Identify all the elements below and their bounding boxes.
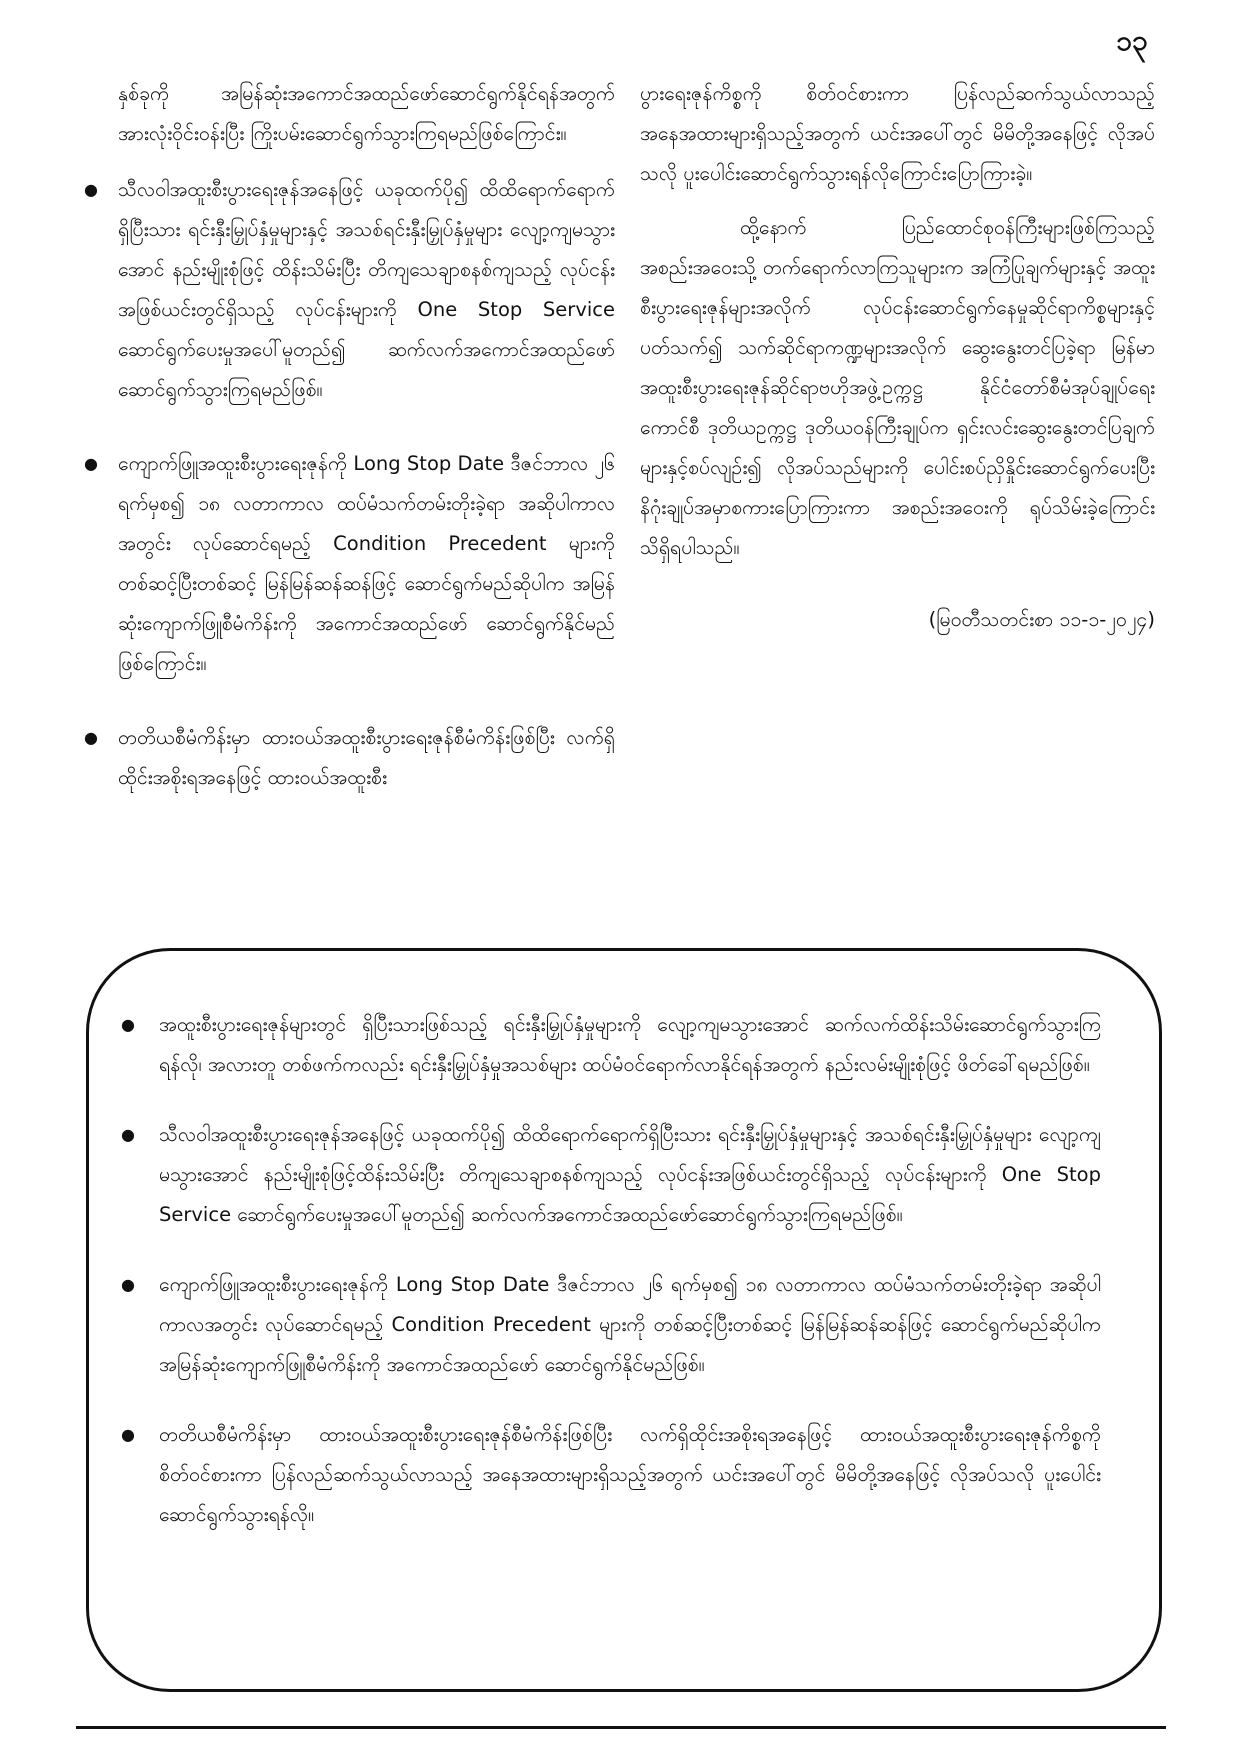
body-paragraph: ထို့နောက် ပြည်ထောင်စုဝန်ကြီးများဖြစ်ကြသည့် အစည်းအဝေးသို့ တက်ရောက်လာကြသူများက အကြံပြုချက်များနှင့် အထူးစီးပွားရေးဇုန်များအလိုက် လုပ်ငန်းဆောင်ရွက်နေမှုဆိုင်ရာကိစ္စများနှင့်ပတ်သက်၍ သက်ဆိုင်ရာကဏ္ဍများအလိုက် ဆွေးနွေးတင်ပြခဲ့ရာ မြန်မာအထူးစီးပွားရေးဇုန်ဆိုင်ရာဗဟိုအဖွဲ့ဥက္ကဋ္ဌ နိုင်ငံတော်စီမံအုပ်ချုပ်ရေးကောင်စီ ဒုတိယဥက္ကဋ္ဌ ဒုတိယဝန်ကြီးချုပ်က ရှင်းလင်းဆွေးနွေးတင်ပြချက်များနှင့်စပ်လျဉ်း၍ လိုအပ်သည်များကို ပေါင်းစပ်ညှိနှိုင်းဆောင်ရွက်ပေးပြီး နိဂုံးချုပ်အမှာစကားပြောကြားကာ အစည်းအဝေးကို ရုပ်သိမ်းခဲ့ကြောင်း သိရှိရပါသည်။: [640, 216, 1155, 559]
list-item: ● တတိယစီမံကိန်းမှာ ထားဝယ်အထူးစီးပွားရေးဇုန်စီမံကိန်းဖြစ်ပြီး လက်ရှိထိုင်းအစိုးရအနေဖြင့် ထားဝယ်အထူးစီး: [118, 718, 615, 798]
list-item: ● သီလဝါအထူးစီးပွားရေးဇုန်အနေဖြင့် ယခုထက်ပို၍ ထိထိရောက်ရောက် ရှိပြီးသား ရင်းနှီးမြှုပ်နှံမှုများနှင့် အသစ်ရင်းနှီးမြှုပ်နှံမှုများ လျော့ကျမသွားအောင် နည်းမျိုးစုံဖြင့် ထိန်းသိမ်းပြီး တိကျသေချာစနစ်ကျသည့် လုပ်ငန်းအဖြစ်ယင်းတွင်ရှိသည့် လုပ်ငန်းများကို One Stop Service ဆောင်ရွက်ပေးမှုအပေါ်မူတည်၍ ဆက်လက်အကောင်အထည်ဖော်ဆောင်ရွက်သွားကြရမည်ဖြစ်။: [118, 170, 615, 410]
list-item: ● ကျောက်ဖြူအထူးစီးပွားရေးဇုန်ကို Long Stop Date ဒီဇင်ဘာလ ၂၆ ရက်မှစ၍ ၁၈ လတာကာလ ထပ်မံသက်တမ်းတိုးခဲ့ရာ အဆိုပါကာလအတွင်း လုပ်ဆောင်ရမည့် Condition Precedent များကို တစ်ဆင့်ပြီးတစ်ဆင့် မြန်မြန်ဆန်ဆန်ဖြင့် ဆောင်ရွက်မည်ဆိုပါက အမြန်ဆုံးကျောက်ဖြူစီမံကိန်းကို အကောင်အထည်ဖော် ဆောင်ရွက်နိုင်မည်ဖြစ်ကြောင်း။: [118, 444, 615, 684]
continued-paragraph: ပွားရေးဇုန်ကိစ္စကို စိတ်ဝင်စားကာ ပြန်လည်ဆက်သွယ်လာသည့် အနေအထားများရှိသည့်အတွက် ယင်းအပေါ်တွင် မိမိတို့အနေဖြင့် လိုအပ်သလို ပူးပေါင်းဆောင်ရွက်သွားရန်လိုကြောင်းပြောကြားခဲ့။: [640, 82, 1155, 185]
footer-divider: [76, 1726, 1166, 1729]
continued-paragraph: နှစ်ခုကို အမြန်ဆုံးအကောင်အထည်ဖော်ဆောင်ရွက်နိုင်ရန်အတွက် အားလုံးဝိုင်းဝန်းပြီး ကြိုးပမ်းဆောင်ရွက်သွားကြရမည်ဖြစ်ကြောင်း။: [118, 82, 615, 145]
summary-item: ● ကျောက်ဖြူအထူးစီးပွားရေးဇုန်ကို Long Stop Date ဒီဇင်ဘာလ ၂၆ ရက်မှစ၍ ၁၈ လတာကာလ ထပ်မံသက်တမ်းတိုးခဲ့ရာ အဆိုပါကာလအတွင်း လုပ်ဆောင်ရမည့် Condition Precedent များကို တစ်ဆင့်ပြီးတစ်ဆင့် မြန်မြန်ဆန်ဆန်ဖြင့် ဆောင်ရွက်မည်ဆိုပါက အမြန်ဆုံးကျောက်ဖြူစီမံကိန်းကို အကောင်အထည်ဖော် ဆောင်ရွက်နိုင်မည်ဖြစ်။: [159, 1265, 1101, 1385]
left-column: [118, 74, 615, 832]
right-column: [640, 74, 1155, 640]
source-citation: (မြဝတီသတင်းစာ ၁၁-၁-၂၀၂၄): [928, 608, 1155, 631]
page-number: ၁၃: [1116, 24, 1148, 57]
summary-item: ● သီလဝါအထူးစီးပွားရေးဇုန်အနေဖြင့် ယခုထက်ပို၍ ထိထိရောက်ရောက်ရှိပြီးသား ရင်းနှီးမြှုပ်နှံမှုများနှင့် အသစ်ရင်းနှီးမြှုပ်နှံမှုများ လျော့ကျမသွားအောင် နည်းမျိုးစုံဖြင့်ထိန်းသိမ်းပြီး တိကျသေချာစနစ်ကျသည့် လုပ်ငန်းအဖြစ်ယင်းတွင်ရှိသည့် လုပ်ငန်းများကို One Stop Service ဆောင်ရွက်ပေးမှုအပေါ်မူတည်၍ ဆက်လက်အကောင်အထည်ဖော်ဆောင်ရွက်သွားကြရမည်ဖြစ်။: [159, 1115, 1101, 1235]
summary-item: ● တတိယစီမံကိန်းမှာ ထားဝယ်အထူးစီးပွားရေးဇုန်စီမံကိန်းဖြစ်ပြီး လက်ရှိထိုင်းအစိုးရအနေဖြင့် ထားဝယ်အထူးစီးပွားရေးဇုန်ကိစ္စကို စိတ်ဝင်စားကာ ပြန်လည်ဆက်သွယ်လာသည့် အနေအထားများရှိသည့်အတွက် ယင်းအပေါ်တွင် မိမိတို့အနေဖြင့် လိုအပ်သလို ပူးပေါင်းဆောင်ရွက်သွားရန်လို။: [159, 1415, 1101, 1535]
summary-box: [86, 948, 1162, 1692]
summary-list: [159, 1005, 1101, 1565]
summary-item: ● အထူးစီးပွားရေးဇုန်များတွင် ရှိပြီးသားဖြစ်သည့် ရင်းနှီးမြှုပ်နှံမှုများကို လျော့ကျမသွားအောင် ဆက်လက်ထိန်းသိမ်းဆောင်ရွက်သွားကြရန်လို၊ အလားတူ တစ်ဖက်ကလည်း ရင်းနှီးမြှုပ်နှံမှုအသစ်များ ထပ်မံဝင်ရောက်လာနိုင်ရန်အတွက် နည်းလမ်းမျိုးစုံဖြင့် ဖိတ်ခေါ်ရမည်ဖြစ်။: [159, 1005, 1101, 1085]
bullet-list: [118, 170, 615, 798]
